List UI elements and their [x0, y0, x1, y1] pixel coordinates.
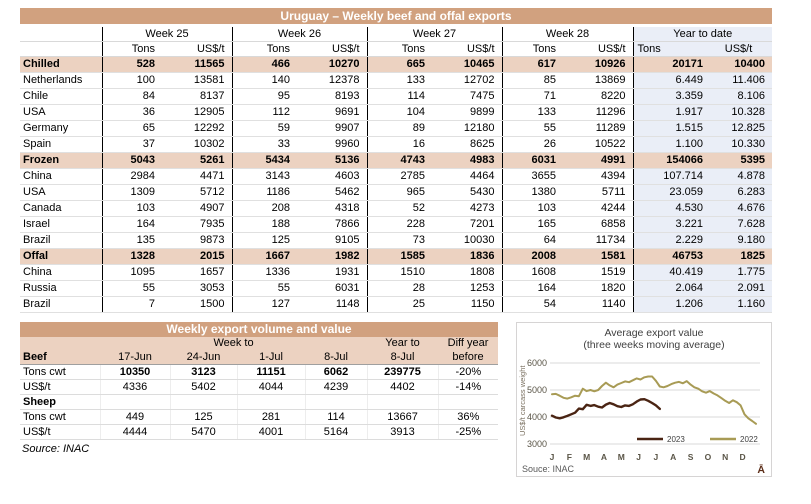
cell: 46753: [633, 249, 710, 265]
cell: 103: [102, 201, 162, 217]
cell: -20%: [438, 365, 498, 380]
cell: 11565: [162, 57, 232, 73]
cell: 20171: [633, 57, 710, 73]
weekly-table-title: Weekly export volume and value: [20, 322, 498, 337]
cell: 1.515: [633, 121, 710, 137]
cell: 617: [502, 57, 563, 73]
cell: 3913: [367, 425, 438, 440]
table-row: [20, 105, 772, 121]
cell: 127: [232, 297, 297, 313]
cell: 7201: [432, 217, 502, 233]
table-row: [20, 169, 772, 185]
cell: 10350: [100, 365, 170, 380]
row-label: Offal: [20, 249, 102, 265]
table-row: [20, 410, 498, 425]
source-note: Source: INAC: [22, 443, 90, 455]
cell: 4044: [237, 380, 305, 395]
cell: 1982: [297, 249, 367, 265]
cell: -14%: [438, 380, 498, 395]
cell: 103: [502, 201, 563, 217]
cell: 12378: [297, 73, 367, 89]
cell: 140: [232, 73, 297, 89]
row-label: Sheep: [20, 395, 100, 410]
diff-year-header: Diff year: [438, 337, 498, 350]
x-tick-label: O: [704, 452, 712, 462]
weekly-grid: [20, 337, 498, 440]
row-label: Chile: [20, 89, 102, 105]
cell: 36: [102, 105, 162, 121]
cell: 25: [367, 297, 432, 313]
legend-label: 2023: [667, 435, 685, 444]
x-tick-label: S: [687, 452, 694, 462]
cell: 9873: [162, 233, 232, 249]
cell: 4394: [563, 169, 633, 185]
cell: 4318: [297, 201, 367, 217]
cell: 10465: [432, 57, 502, 73]
cell: 528: [102, 57, 162, 73]
cell: 5164: [305, 425, 367, 440]
table-row: [20, 185, 772, 201]
table-row: [20, 380, 498, 395]
usd-header: US$/t: [162, 42, 232, 57]
row-label: US$/t: [20, 380, 100, 395]
year-to-header: Year to: [367, 337, 438, 350]
x-tick-label: J: [636, 452, 641, 462]
legend-label: 2022: [740, 435, 758, 444]
cell: 10030: [432, 233, 502, 249]
cell: 1309: [102, 185, 162, 201]
cell: 1.917: [633, 105, 710, 121]
row-label: Germany: [20, 121, 102, 137]
cell: 10400: [710, 57, 772, 73]
cell: 4991: [563, 153, 633, 169]
cell: 1186: [232, 185, 297, 201]
cell: 12905: [162, 105, 232, 121]
cell: 2.064: [633, 281, 710, 297]
chart-subtitle: (three weeks moving average): [583, 339, 725, 351]
cell: 10270: [297, 57, 367, 73]
cell: 23.059: [633, 185, 710, 201]
cell: 65: [102, 121, 162, 137]
cell: 466: [232, 57, 297, 73]
cell: 4907: [162, 201, 232, 217]
table-row: [20, 249, 772, 265]
y-tick-label: 3000: [526, 439, 547, 449]
cell: 3.359: [633, 89, 710, 105]
cell: 10.330: [710, 137, 772, 153]
cell: 6062: [305, 365, 367, 380]
cell: 54: [502, 297, 563, 313]
cell: [367, 395, 438, 410]
row-label: Chilled: [20, 57, 102, 73]
x-tick-label: M: [583, 452, 591, 462]
cell: 1148: [297, 297, 367, 313]
cell: 28: [367, 281, 432, 297]
table-row: [20, 265, 772, 281]
cell: 133: [502, 105, 563, 121]
cell: 5712: [162, 185, 232, 201]
row-label: Israel: [20, 217, 102, 233]
cell: 71: [502, 89, 563, 105]
cell: 1380: [502, 185, 563, 201]
cell: 11151: [237, 365, 305, 380]
cell: 5470: [170, 425, 237, 440]
cell: 2015: [162, 249, 232, 265]
cell: 4464: [432, 169, 502, 185]
cell: 6.283: [710, 185, 772, 201]
cell: 5462: [297, 185, 367, 201]
row-label: Russia: [20, 281, 102, 297]
cell: 40.419: [633, 265, 710, 281]
row-label: China: [20, 265, 102, 281]
cell: 4983: [432, 153, 502, 169]
cell: 239775: [367, 365, 438, 380]
date-header: 8-Jul: [305, 350, 367, 365]
cell: 112: [232, 105, 297, 121]
tons-header: Tons: [367, 42, 432, 57]
table-row: [20, 137, 772, 153]
cell: 16: [367, 137, 432, 153]
cell: 2.091: [710, 281, 772, 297]
cell: 1510: [367, 265, 432, 281]
cell: 52: [367, 201, 432, 217]
cell: 100: [102, 73, 162, 89]
cell: 12180: [432, 121, 502, 137]
cell: 36%: [438, 410, 498, 425]
cell: 1.160: [710, 297, 772, 313]
cell: 3655: [502, 169, 563, 185]
cell: 13581: [162, 73, 232, 89]
cell: 73: [367, 233, 432, 249]
usd-header: US$/t: [563, 42, 633, 57]
cell: 11289: [563, 121, 633, 137]
cell: 281: [237, 410, 305, 425]
week-header-row: [20, 27, 772, 42]
row-label: Canada: [20, 201, 102, 217]
table-row: [20, 425, 498, 440]
cell: 1808: [432, 265, 502, 281]
row-label: Tons cwt: [20, 365, 100, 380]
cell: 4444: [100, 425, 170, 440]
cell: 1931: [297, 265, 367, 281]
week-26-header: Week 26: [232, 27, 367, 42]
cell: 8.106: [710, 89, 772, 105]
cell: 125: [232, 233, 297, 249]
x-tick-label: F: [566, 452, 572, 462]
x-tick-label: J: [549, 452, 555, 462]
cell: 85: [502, 73, 563, 89]
cell: 3143: [232, 169, 297, 185]
cell: 4743: [367, 153, 432, 169]
table-row: [20, 89, 772, 105]
cell: 33: [232, 137, 297, 153]
table-row: [20, 233, 772, 249]
y-axis-label: US$/t carcass weight: [518, 365, 527, 436]
date-header-row: [20, 350, 498, 365]
cell: 4402: [367, 380, 438, 395]
cell: 13869: [563, 73, 633, 89]
cell: 4336: [100, 380, 170, 395]
cell: 164: [502, 281, 563, 297]
cell: 1657: [162, 265, 232, 281]
cell: 1820: [563, 281, 633, 297]
cell: 9907: [297, 121, 367, 137]
tons-header: Tons: [102, 42, 162, 57]
cell: 1667: [232, 249, 297, 265]
cell: 5402: [170, 380, 237, 395]
units-header-row: [20, 42, 772, 57]
week-27-header: Week 27: [367, 27, 502, 42]
series-2023: [552, 399, 660, 418]
cell: 1585: [367, 249, 432, 265]
ytd-header: Year to date: [633, 27, 772, 42]
week-to-header: Week to: [100, 337, 367, 350]
row-label: US$/t: [20, 425, 100, 440]
cell: 1336: [232, 265, 297, 281]
cell: 10522: [563, 137, 633, 153]
x-tick-label: A: [670, 452, 677, 462]
cell: 9691: [297, 105, 367, 121]
cell: 8193: [297, 89, 367, 105]
cell: 9105: [297, 233, 367, 249]
cell: 154066: [633, 153, 710, 169]
cell: 114: [305, 410, 367, 425]
cell: 37: [102, 137, 162, 153]
table-row: [20, 281, 772, 297]
cell: 6.449: [633, 73, 710, 89]
cell: 1095: [102, 265, 162, 281]
cell: 6031: [502, 153, 563, 169]
usd-header: US$/t: [432, 42, 502, 57]
cell: 9899: [432, 105, 502, 121]
cell: 1836: [432, 249, 502, 265]
row-label: Netherlands: [20, 73, 102, 89]
cell: 5434: [232, 153, 297, 169]
cell: 13667: [367, 410, 438, 425]
exports-grid: [20, 27, 772, 313]
cell: 55: [502, 121, 563, 137]
cell: [100, 395, 170, 410]
cell: [305, 395, 367, 410]
table-row: [20, 153, 772, 169]
cell: 64: [502, 233, 563, 249]
row-label: China: [20, 169, 102, 185]
cell: [438, 395, 498, 410]
cell: 449: [100, 410, 170, 425]
row-label: Tons cwt: [20, 410, 100, 425]
cell: 3053: [162, 281, 232, 297]
cell: 7.628: [710, 217, 772, 233]
date-header: 24-Jun: [170, 350, 237, 365]
cell: 1519: [563, 265, 633, 281]
chart-title: Average export value: [604, 327, 704, 339]
corner-cell: [20, 337, 100, 350]
table-row: [20, 57, 772, 73]
cell: 1608: [502, 265, 563, 281]
cell: 4471: [162, 169, 232, 185]
date-header: before: [438, 350, 498, 365]
cell: 3123: [170, 365, 237, 380]
corner-cell: [20, 27, 102, 42]
cell: 1500: [162, 297, 232, 313]
cell: 9960: [297, 137, 367, 153]
cell: 965: [367, 185, 432, 201]
cell: 4603: [297, 169, 367, 185]
cell: 2008: [502, 249, 563, 265]
cell: 114: [367, 89, 432, 105]
cell: 7475: [432, 89, 502, 105]
cell: 4244: [563, 201, 633, 217]
ytd-tons-header: Tons: [633, 42, 710, 57]
cell: [237, 395, 305, 410]
cell: 1.775: [710, 265, 772, 281]
x-tick-label: A: [600, 452, 608, 462]
cell: 12702: [432, 73, 502, 89]
cell: 7935: [162, 217, 232, 233]
cell: 135: [102, 233, 162, 249]
cell: 8625: [432, 137, 502, 153]
row-label: Brazil: [20, 297, 102, 313]
cell: 89: [367, 121, 432, 137]
x-tick-label: D: [739, 452, 746, 462]
week-28-header: Week 28: [502, 27, 633, 42]
ytd-usd-header: US$/t: [710, 42, 772, 57]
cell: 5136: [297, 153, 367, 169]
cell: 665: [367, 57, 432, 73]
x-tick-label: J: [653, 452, 659, 462]
export-value-chart: [516, 322, 772, 477]
cell: 12292: [162, 121, 232, 137]
cell: 10.328: [710, 105, 772, 121]
cell: 208: [232, 201, 297, 217]
date-header: 17-Jun: [100, 350, 170, 365]
cell: 5043: [102, 153, 162, 169]
table-row: [20, 297, 772, 313]
cell: 55: [102, 281, 162, 297]
cell: 11296: [563, 105, 633, 121]
table-row: [20, 121, 772, 137]
cell: 1328: [102, 249, 162, 265]
cell: 164: [102, 217, 162, 233]
cell: 12.825: [710, 121, 772, 137]
cell: 5711: [563, 185, 633, 201]
cell: 8137: [162, 89, 232, 105]
table-row: [20, 365, 498, 380]
y-tick-label: 5000: [526, 385, 547, 395]
row-label: USA: [20, 185, 102, 201]
cell: 1.206: [633, 297, 710, 313]
cell: 4001: [237, 425, 305, 440]
x-tick-label: M: [617, 452, 625, 462]
cell: 2785: [367, 169, 432, 185]
cell: 59: [232, 121, 297, 137]
cell: 6858: [563, 217, 633, 233]
cell: 4.676: [710, 201, 772, 217]
table-row: [20, 395, 498, 410]
row-label: Spain: [20, 137, 102, 153]
exports-table: [20, 8, 772, 313]
row-label: Frozen: [20, 153, 102, 169]
cell: 5430: [432, 185, 502, 201]
table-row: [20, 217, 772, 233]
cell: 9.180: [710, 233, 772, 249]
y-tick-label: 6000: [526, 358, 547, 368]
cell: 4.878: [710, 169, 772, 185]
cell: 1.100: [633, 137, 710, 153]
cell: 104: [367, 105, 432, 121]
week-25-header: Week 25: [102, 27, 232, 42]
cell: 1825: [710, 249, 772, 265]
group-header-row: [20, 337, 498, 350]
cell: 165: [502, 217, 563, 233]
cell: 55: [232, 281, 297, 297]
cell: 107.714: [633, 169, 710, 185]
cell: 5395: [710, 153, 772, 169]
date-header: 1-Jul: [237, 350, 305, 365]
tons-header: Tons: [232, 42, 297, 57]
y-tick-label: 4000: [526, 412, 547, 422]
table-row: [20, 201, 772, 217]
cell: [170, 395, 237, 410]
cell: 11.406: [710, 73, 772, 89]
usd-header: US$/t: [297, 42, 367, 57]
x-tick-label: N: [722, 452, 729, 462]
cell: 125: [170, 410, 237, 425]
cell: 1150: [432, 297, 502, 313]
row-label: Brazil: [20, 233, 102, 249]
beef-label: Beef: [20, 350, 100, 365]
cell: 1253: [432, 281, 502, 297]
cell: 4273: [432, 201, 502, 217]
chart-source-note: Souce: INAC: [522, 464, 575, 474]
cell: 5261: [162, 153, 232, 169]
cell: 6031: [297, 281, 367, 297]
cell: 84: [102, 89, 162, 105]
cell: 7866: [297, 217, 367, 233]
logo-mark: Ā: [757, 464, 765, 476]
tons-header: Tons: [502, 42, 563, 57]
cell: -25%: [438, 425, 498, 440]
cell: 228: [367, 217, 432, 233]
cell: 1581: [563, 249, 633, 265]
exports-table-title: Uruguay – Weekly beef and offal exports: [20, 8, 772, 24]
corner-cell: [20, 42, 102, 57]
row-label: USA: [20, 105, 102, 121]
cell: 95: [232, 89, 297, 105]
cell: 10926: [563, 57, 633, 73]
cell: 2.229: [633, 233, 710, 249]
cell: 188: [232, 217, 297, 233]
cell: 4239: [305, 380, 367, 395]
cell: 2984: [102, 169, 162, 185]
cell: 7: [102, 297, 162, 313]
date-header: 8-Jul: [367, 350, 438, 365]
table-row: [20, 73, 772, 89]
cell: 1140: [563, 297, 633, 313]
cell: 10302: [162, 137, 232, 153]
cell: 11734: [563, 233, 633, 249]
cell: 4.530: [633, 201, 710, 217]
cell: 3.221: [633, 217, 710, 233]
weekly-export-table: [20, 322, 498, 455]
chart-canvas: [517, 323, 771, 476]
cell: 8220: [563, 89, 633, 105]
cell: 26: [502, 137, 563, 153]
cell: 133: [367, 73, 432, 89]
